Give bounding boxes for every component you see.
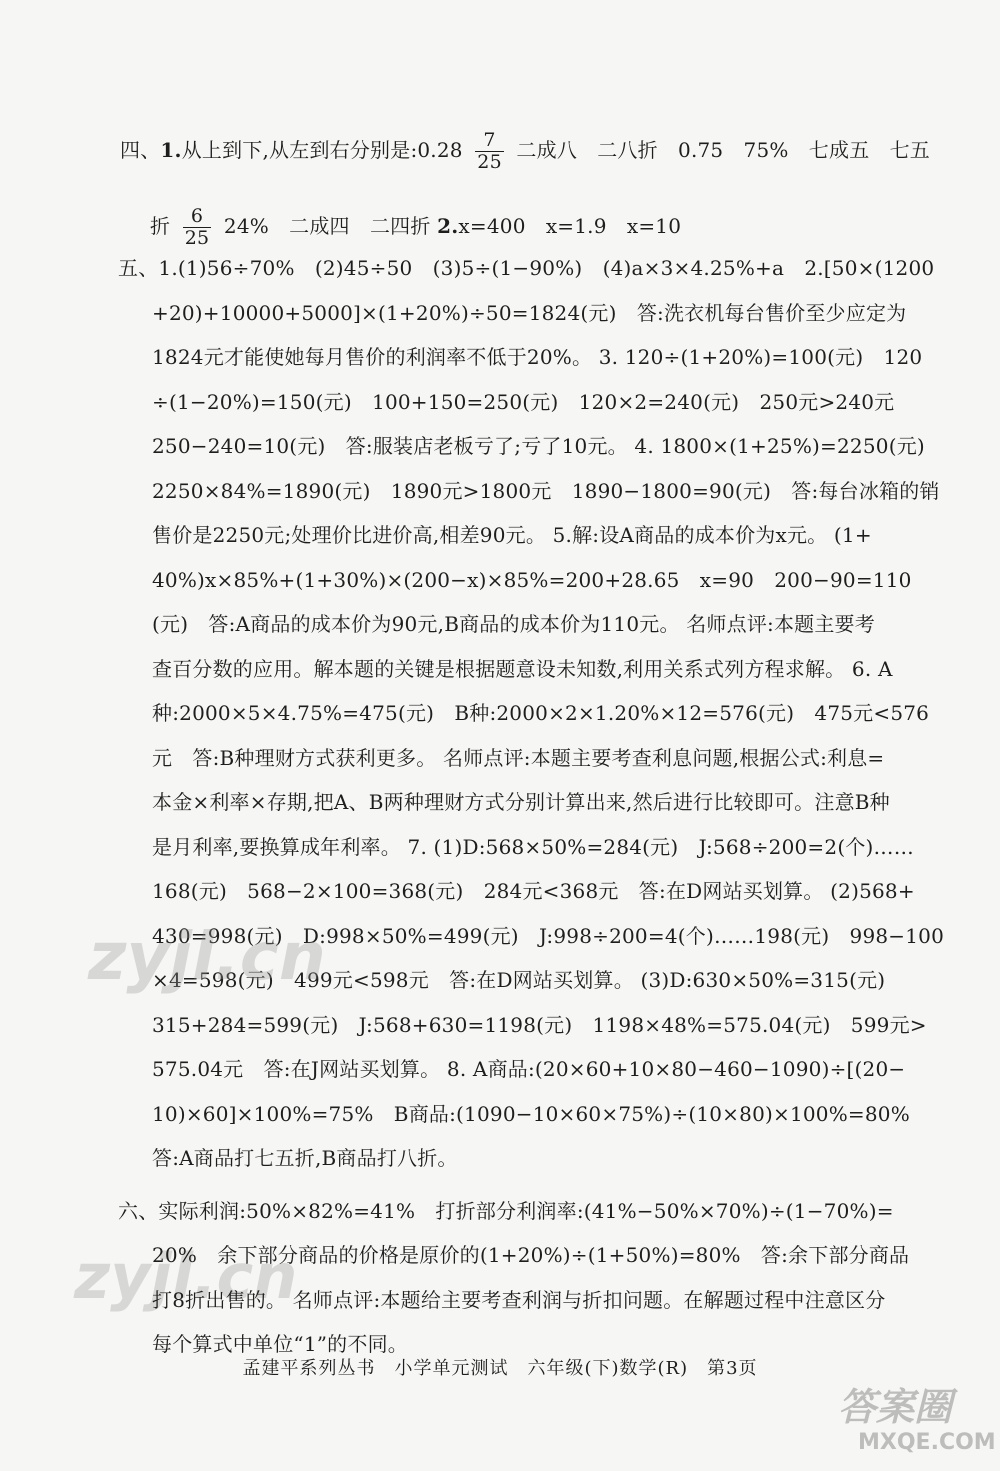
section5-line: 是月利率,要换算成年利率。 7. (1)D:568×50%=284(元) J:568÷200=2(个)…… — [152, 834, 914, 859]
section4-line2-text: 24% 二成四 二四折 — [223, 214, 431, 238]
section5-line: 315+284=599(元) J:568+630=1198(元) 1198×48%=575.04(元) 599元> — [152, 1012, 927, 1037]
watermark-answer-circle: 答案圈 — [838, 1385, 953, 1429]
section5-line: 种:2000×5×4.75%=475(元) B种:2000×2×1.20%×12=576(元) 475元<576 — [152, 701, 930, 725]
section6-line: 六、实际利润:50%×82%=41% 打折部分利润率:(41%−50%×70%)÷(1−70%)= — [118, 1198, 894, 1223]
section4-q1-text: 从上到下,从左到右分别是:0.28 — [181, 138, 463, 162]
section5-line: 查百分数的应用。解本题的关键是根据题意设未知数,利用关系式列方程求解。 6. A — [152, 656, 893, 681]
section5-line: 本金×利率×存期,把A、B两种理财方式分别计算出来,然后进行比较即可。注意B种 — [152, 790, 890, 814]
section5-line: 40%)x×85%+(1+30%)×(200−x)×85%=200+28.65 x=90 200−90=110 — [152, 567, 912, 592]
watermark-mxqe: MXQE.COM — [858, 1430, 996, 1455]
fraction-numerator: 7 — [483, 129, 496, 151]
fraction-numerator: 6 — [190, 205, 204, 227]
section4-q2-text: x=400 x=1.9 x=10 — [458, 214, 682, 238]
section6-line: 每个算式中单位“1”的不同。 — [152, 1332, 408, 1356]
watermark-zyjl: zyjl.cn — [88, 918, 326, 995]
section5-line: 168(元) 568−2×100=368(元) 284元<368元 答:在D网站买划算。 (2)568+ — [152, 879, 915, 903]
section4-line1 — [120, 130, 930, 173]
page-footer: 孟建平系列丛书 小学单元测试 六年级(下)数学(R) 第3页 — [242, 1358, 758, 1379]
section5-line: ÷(1−20%)=150(元) 100+150=250(元) 120×2=240(元) 250元>240元 — [152, 389, 895, 414]
section5-line: 五、1.(1)56÷70% (2)45÷50 (3)5÷(1−90%) (4)a×3×4.25%+a 2.[50×(1200 — [118, 256, 935, 280]
section5-line: 答:A商品打七五折,B商品打八折。 — [152, 1146, 458, 1170]
fraction-denominator: 25 — [184, 227, 210, 249]
section4-q1-rest: 二成八 二八折 0.75 75% 七成五 七五 — [516, 138, 931, 162]
section5-line: 575.04元 答:在J网站买划算。 8. A商品:(20×60+10×80−460−1090)÷[(20− — [152, 1057, 906, 1081]
section5-line: 1824元才能使她每月售价的利润率不低于20%。 3. 120÷(1+20%)=100(元) 120 — [152, 345, 923, 369]
section5-line: 250−240=10(元) 答:服装店老板亏了;亏了10元。 4. 1800×(1+25%)=2250(元) — [152, 434, 925, 458]
section5-line: +20)+10000+5000]×(1+20%)÷50=1824(元) 答:洗衣机每台售价至少应定为 — [152, 300, 907, 325]
section5-line: (元) 答:A商品的成本价为90元,B商品的成本价为110元。 名师点评:本题主要考 — [152, 612, 875, 636]
section5-line: 售价是2250元;处理价比进价高,相差90元。 5.解:设A商品的成本价为x元。 (1+ — [152, 523, 872, 547]
section4-q2-number: 2. — [437, 214, 459, 238]
section5-line: 430=998(元) D:998×50%=499(元) J:998÷200=4(个)……198(元) 998−100 — [152, 923, 945, 948]
fraction-6-25 — [183, 206, 212, 249]
section5-line: ×4=598(元) 499元<598元 答:在D网站买划算。 (3)D:630×50%=315(元) — [152, 968, 886, 992]
section4-line2-start: 折 — [150, 214, 171, 238]
section6-line: 打8折出售的。 名师点评:本题给主要考查利润与折扣问题。在解题过程中注意区分 — [152, 1287, 886, 1312]
section6-line: 20% 余下部分商品的价格是原价的(1+20%)÷(1+50%)=80% 答:余下部分商品 — [152, 1243, 910, 1267]
section5-line: 元 答:B种理财方式获利更多。 名师点评:本题主要考查利息问题,根据公式:利息= — [152, 745, 885, 770]
watermark-zyjl: zyjl.cn — [74, 1240, 298, 1313]
section4-q1-number: 1. — [160, 138, 182, 162]
fraction-denominator: 25 — [477, 151, 502, 173]
section5-line: 2250×84%=1890(元) 1890元>1800元 1890−1800=90(元) 答:每台冰箱的销 — [152, 478, 940, 503]
section4-line2 — [150, 206, 681, 249]
fraction-7-25 — [475, 130, 504, 173]
section5-line: 10)×60]×100%=75% B商品:(1090−10×60×75%)÷(10×80)×100%=80% — [152, 1101, 910, 1126]
section4-prefix: 四、 — [120, 138, 161, 162]
